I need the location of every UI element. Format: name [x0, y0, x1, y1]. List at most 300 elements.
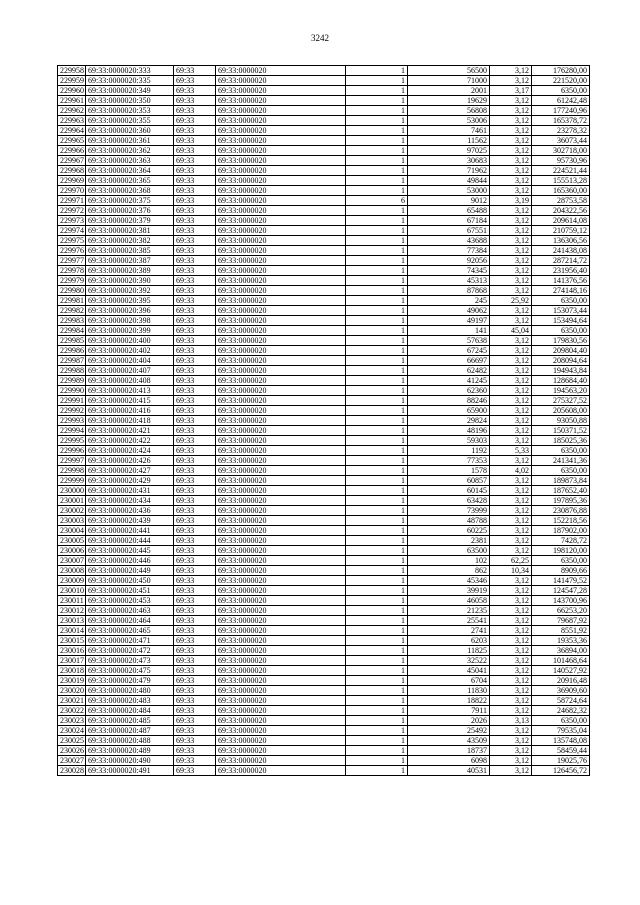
parcel-type-code-cell: 1 — [346, 476, 408, 486]
table-row — [58, 126, 590, 136]
cadastral-number-cell: 69:33:0000020:407 — [86, 366, 174, 376]
cadastral-value-cell: 241438,08 — [532, 246, 590, 256]
area-value-cell: 2026 — [408, 716, 490, 726]
parcel-type-code-cell: 1 — [346, 686, 408, 696]
area-value-cell: 97025 — [408, 146, 490, 156]
record-id-cell: 229987 — [58, 356, 86, 366]
record-id-cell: 230006 — [58, 546, 86, 556]
table-row — [58, 716, 590, 726]
cadastral-number-cell: 69:33:0000020:422 — [86, 436, 174, 446]
record-id-cell: 230009 — [58, 576, 86, 586]
table-row — [58, 416, 590, 426]
area-value-cell: 1578 — [408, 466, 490, 476]
record-id-cell: 230023 — [58, 716, 86, 726]
parcel-type-code-cell: 1 — [346, 456, 408, 466]
table-row — [58, 476, 590, 486]
area-value-cell: 77353 — [408, 456, 490, 466]
district-code-cell: 69:33 — [174, 706, 216, 716]
area-value-cell: 141 — [408, 326, 490, 336]
rate-value-cell: 5,33 — [490, 446, 532, 456]
record-id-cell: 230019 — [58, 676, 86, 686]
area-value-cell: 57638 — [408, 336, 490, 346]
record-id-cell: 229974 — [58, 226, 86, 236]
parcel-type-code-cell: 1 — [346, 376, 408, 386]
rate-value-cell: 3,12 — [490, 316, 532, 326]
table-row — [58, 636, 590, 646]
rate-value-cell: 3,12 — [490, 726, 532, 736]
rate-value-cell: 3,12 — [490, 496, 532, 506]
rate-value-cell: 3,17 — [490, 86, 532, 96]
rate-value-cell: 3,12 — [490, 226, 532, 236]
cadastral-value-cell: 204322,56 — [532, 206, 590, 216]
parcel-type-code-cell: 6 — [346, 196, 408, 206]
table-row — [58, 116, 590, 126]
table-row — [58, 236, 590, 246]
cadastral-number-cell: 69:33:0000020:488 — [86, 736, 174, 746]
district-code-cell: 69:33 — [174, 676, 216, 686]
table-row — [58, 156, 590, 166]
cadastral-number-cell: 69:33:0000020:375 — [86, 196, 174, 206]
record-id-cell: 229977 — [58, 256, 86, 266]
cadastral-block-cell: 69:33:0000020 — [216, 556, 346, 566]
district-code-cell: 69:33 — [174, 286, 216, 296]
area-value-cell: 88246 — [408, 396, 490, 406]
cadastral-number-cell: 69:33:0000020:424 — [86, 446, 174, 456]
table-row — [58, 386, 590, 396]
cadastral-value-cell: 179830,56 — [532, 336, 590, 346]
district-code-cell: 69:33 — [174, 406, 216, 416]
cadastral-value-cell: 241341,36 — [532, 456, 590, 466]
cadastral-value-cell: 194943,84 — [532, 366, 590, 376]
cadastral-value-cell: 140527,92 — [532, 666, 590, 676]
cadastral-number-cell: 69:33:0000020:390 — [86, 276, 174, 286]
record-id-cell: 230024 — [58, 726, 86, 736]
cadastral-value-cell: 187652,40 — [532, 486, 590, 496]
rate-value-cell: 3,12 — [490, 426, 532, 436]
cadastral-value-cell: 6350,00 — [532, 296, 590, 306]
cadastral-block-cell: 69:33:0000020 — [216, 426, 346, 436]
rate-value-cell: 62,25 — [490, 556, 532, 566]
cadastral-number-cell: 69:33:0000020:382 — [86, 236, 174, 246]
record-id-cell: 230013 — [58, 616, 86, 626]
area-value-cell: 60225 — [408, 526, 490, 536]
cadastral-value-cell: 197895,36 — [532, 496, 590, 506]
cadastral-number-cell: 69:33:0000020:355 — [86, 116, 174, 126]
cadastral-value-cell: 177240,96 — [532, 106, 590, 116]
table-row — [58, 166, 590, 176]
rate-value-cell: 3,12 — [490, 336, 532, 346]
cadastral-value-cell: 6350,00 — [532, 466, 590, 476]
record-id-cell: 230011 — [58, 596, 86, 606]
rate-value-cell: 3,12 — [490, 586, 532, 596]
parcel-type-code-cell: 1 — [346, 286, 408, 296]
parcel-type-code-cell: 1 — [346, 326, 408, 336]
area-value-cell: 49844 — [408, 176, 490, 186]
district-code-cell: 69:33 — [174, 266, 216, 276]
table-row — [58, 596, 590, 606]
table-row — [58, 366, 590, 376]
area-value-cell: 53000 — [408, 186, 490, 196]
record-id-cell: 229994 — [58, 426, 86, 436]
area-value-cell: 1192 — [408, 446, 490, 456]
table-row — [58, 626, 590, 636]
record-id-cell: 230021 — [58, 696, 86, 706]
cadastral-block-cell: 69:33:0000020 — [216, 326, 346, 336]
cadastral-value-cell: 187902,00 — [532, 526, 590, 536]
district-code-cell: 69:33 — [174, 456, 216, 466]
cadastral-block-cell: 69:33:0000020 — [216, 306, 346, 316]
cadastral-number-cell: 69:33:0000020:360 — [86, 126, 174, 136]
cadastral-number-cell: 69:33:0000020:465 — [86, 626, 174, 636]
district-code-cell: 69:33 — [174, 546, 216, 556]
record-id-cell: 230012 — [58, 606, 86, 616]
land-registry-table — [57, 65, 590, 776]
cadastral-block-cell: 69:33:0000020 — [216, 486, 346, 496]
district-code-cell: 69:33 — [174, 766, 216, 776]
cadastral-number-cell: 69:33:0000020:479 — [86, 676, 174, 686]
district-code-cell: 69:33 — [174, 256, 216, 266]
cadastral-value-cell: 135748,08 — [532, 736, 590, 746]
record-id-cell: 229980 — [58, 286, 86, 296]
parcel-type-code-cell: 1 — [346, 436, 408, 446]
rate-value-cell: 3,12 — [490, 656, 532, 666]
rate-value-cell: 3,12 — [490, 366, 532, 376]
record-id-cell: 229970 — [58, 186, 86, 196]
record-id-cell: 229968 — [58, 166, 86, 176]
district-code-cell: 69:33 — [174, 276, 216, 286]
area-value-cell: 71000 — [408, 76, 490, 86]
parcel-type-code-cell: 1 — [346, 386, 408, 396]
cadastral-value-cell: 205608,00 — [532, 406, 590, 416]
cadastral-block-cell: 69:33:0000020 — [216, 436, 346, 446]
parcel-type-code-cell: 1 — [346, 676, 408, 686]
area-value-cell: 45041 — [408, 666, 490, 676]
district-code-cell: 69:33 — [174, 416, 216, 426]
cadastral-block-cell: 69:33:0000020 — [216, 336, 346, 346]
cadastral-number-cell: 69:33:0000020:475 — [86, 666, 174, 676]
area-value-cell: 102 — [408, 556, 490, 566]
cadastral-block-cell: 69:33:0000020 — [216, 586, 346, 596]
table-row — [58, 466, 590, 476]
record-id-cell: 230005 — [58, 536, 86, 546]
cadastral-number-cell: 69:33:0000020:429 — [86, 476, 174, 486]
cadastral-block-cell: 69:33:0000020 — [216, 656, 346, 666]
rate-value-cell: 3,12 — [490, 706, 532, 716]
table-row — [58, 76, 590, 86]
cadastral-value-cell: 6350,00 — [532, 326, 590, 336]
cadastral-value-cell: 136306,56 — [532, 236, 590, 246]
table-row — [58, 646, 590, 656]
rate-value-cell: 3,12 — [490, 526, 532, 536]
record-id-cell: 230010 — [58, 586, 86, 596]
parcel-type-code-cell: 1 — [346, 136, 408, 146]
cadastral-block-cell: 69:33:0000020 — [216, 546, 346, 556]
rate-value-cell: 3,12 — [490, 476, 532, 486]
table-row — [58, 346, 590, 356]
parcel-type-code-cell: 1 — [346, 246, 408, 256]
district-code-cell: 69:33 — [174, 356, 216, 366]
district-code-cell: 69:33 — [174, 436, 216, 446]
cadastral-number-cell: 69:33:0000020:489 — [86, 746, 174, 756]
rate-value-cell: 3,12 — [490, 176, 532, 186]
cadastral-value-cell: 6350,00 — [532, 716, 590, 726]
cadastral-value-cell: 7428,72 — [532, 536, 590, 546]
rate-value-cell: 3,12 — [490, 576, 532, 586]
rate-value-cell: 3,12 — [490, 436, 532, 446]
record-id-cell: 230016 — [58, 646, 86, 656]
table-row — [58, 546, 590, 556]
district-code-cell: 69:33 — [174, 316, 216, 326]
table-row — [58, 316, 590, 326]
table-row — [58, 516, 590, 526]
rate-value-cell: 3,13 — [490, 716, 532, 726]
cadastral-block-cell: 69:33:0000020 — [216, 156, 346, 166]
district-code-cell: 69:33 — [174, 526, 216, 536]
district-code-cell: 69:33 — [174, 506, 216, 516]
table-row — [58, 536, 590, 546]
cadastral-block-cell: 69:33:0000020 — [216, 286, 346, 296]
cadastral-block-cell: 69:33:0000020 — [216, 186, 346, 196]
table-row — [58, 576, 590, 586]
record-id-cell: 229969 — [58, 176, 86, 186]
rate-value-cell: 3,12 — [490, 606, 532, 616]
table-row — [58, 666, 590, 676]
cadastral-block-cell: 69:33:0000020 — [216, 166, 346, 176]
cadastral-value-cell: 36894,00 — [532, 646, 590, 656]
table-row — [58, 86, 590, 96]
table-row — [58, 186, 590, 196]
area-value-cell: 862 — [408, 566, 490, 576]
parcel-type-code-cell: 1 — [346, 366, 408, 376]
cadastral-block-cell: 69:33:0000020 — [216, 616, 346, 626]
parcel-type-code-cell: 1 — [346, 556, 408, 566]
page-number: 3242 — [311, 33, 329, 43]
parcel-type-code-cell: 1 — [346, 396, 408, 406]
rate-value-cell: 3,12 — [490, 166, 532, 176]
district-code-cell: 69:33 — [174, 66, 216, 76]
record-id-cell: 230007 — [58, 556, 86, 566]
record-id-cell: 229963 — [58, 116, 86, 126]
record-id-cell: 229962 — [58, 106, 86, 116]
parcel-type-code-cell: 1 — [346, 166, 408, 176]
district-code-cell: 69:33 — [174, 646, 216, 656]
record-id-cell: 229958 — [58, 66, 86, 76]
district-code-cell: 69:33 — [174, 176, 216, 186]
area-value-cell: 73999 — [408, 506, 490, 516]
parcel-type-code-cell: 1 — [346, 226, 408, 236]
district-code-cell: 69:33 — [174, 236, 216, 246]
area-value-cell: 2381 — [408, 536, 490, 546]
rate-value-cell: 3,12 — [490, 386, 532, 396]
cadastral-block-cell: 69:33:0000020 — [216, 266, 346, 276]
table-row — [58, 66, 590, 76]
area-value-cell: 2741 — [408, 626, 490, 636]
district-code-cell: 69:33 — [174, 246, 216, 256]
district-code-cell: 69:33 — [174, 146, 216, 156]
area-value-cell: 45313 — [408, 276, 490, 286]
area-value-cell: 46058 — [408, 596, 490, 606]
area-value-cell: 7461 — [408, 126, 490, 136]
cadastral-number-cell: 69:33:0000020:385 — [86, 246, 174, 256]
cadastral-block-cell: 69:33:0000020 — [216, 346, 346, 356]
cadastral-number-cell: 69:33:0000020:392 — [86, 286, 174, 296]
area-value-cell: 71962 — [408, 166, 490, 176]
record-id-cell: 229986 — [58, 346, 86, 356]
cadastral-block-cell: 69:33:0000020 — [216, 516, 346, 526]
cadastral-number-cell: 69:33:0000020:487 — [86, 726, 174, 736]
area-value-cell: 25492 — [408, 726, 490, 736]
record-id-cell: 229966 — [58, 146, 86, 156]
parcel-type-code-cell: 1 — [346, 736, 408, 746]
rate-value-cell: 4,02 — [490, 466, 532, 476]
table-row — [58, 446, 590, 456]
cadastral-value-cell: 302718,00 — [532, 146, 590, 156]
cadastral-block-cell: 69:33:0000020 — [216, 86, 346, 96]
rate-value-cell: 3,12 — [490, 636, 532, 646]
parcel-type-code-cell: 1 — [346, 296, 408, 306]
cadastral-value-cell: 231956,40 — [532, 266, 590, 276]
parcel-type-code-cell: 1 — [346, 216, 408, 226]
cadastral-block-cell: 69:33:0000020 — [216, 206, 346, 216]
rate-value-cell: 3,12 — [490, 396, 532, 406]
record-id-cell: 229964 — [58, 126, 86, 136]
cadastral-value-cell: 141479,52 — [532, 576, 590, 586]
cadastral-block-cell: 69:33:0000020 — [216, 506, 346, 516]
cadastral-value-cell: 79687,92 — [532, 616, 590, 626]
parcel-type-code-cell: 1 — [346, 586, 408, 596]
record-id-cell: 230000 — [58, 486, 86, 496]
parcel-type-code-cell: 1 — [346, 276, 408, 286]
rate-value-cell: 3,12 — [490, 156, 532, 166]
table-row — [58, 216, 590, 226]
district-code-cell: 69:33 — [174, 96, 216, 106]
rate-value-cell: 3,12 — [490, 506, 532, 516]
district-code-cell: 69:33 — [174, 76, 216, 86]
cadastral-number-cell: 69:33:0000020:434 — [86, 496, 174, 506]
area-value-cell: 65488 — [408, 206, 490, 216]
cadastral-number-cell: 69:33:0000020:402 — [86, 346, 174, 356]
cadastral-block-cell: 69:33:0000020 — [216, 126, 346, 136]
record-id-cell: 230017 — [58, 656, 86, 666]
area-value-cell: 18737 — [408, 746, 490, 756]
area-value-cell: 67184 — [408, 216, 490, 226]
cadastral-block-cell: 69:33:0000020 — [216, 396, 346, 406]
rate-value-cell: 3,12 — [490, 646, 532, 656]
cadastral-block-cell: 69:33:0000020 — [216, 726, 346, 736]
cadastral-number-cell: 69:33:0000020:491 — [86, 766, 174, 776]
record-id-cell: 229993 — [58, 416, 86, 426]
cadastral-value-cell: 6350,00 — [532, 86, 590, 96]
area-value-cell: 18822 — [408, 696, 490, 706]
rate-value-cell: 3,12 — [490, 106, 532, 116]
parcel-type-code-cell: 1 — [346, 76, 408, 86]
cadastral-number-cell: 69:33:0000020:490 — [86, 756, 174, 766]
record-id-cell: 230028 — [58, 766, 86, 776]
cadastral-number-cell: 69:33:0000020:427 — [86, 466, 174, 476]
cadastral-block-cell: 69:33:0000020 — [216, 736, 346, 746]
record-id-cell: 230018 — [58, 666, 86, 676]
rate-value-cell: 3,12 — [490, 216, 532, 226]
parcel-type-code-cell: 1 — [346, 316, 408, 326]
area-value-cell: 21235 — [408, 606, 490, 616]
rate-value-cell: 3,12 — [490, 746, 532, 756]
cadastral-value-cell: 230876,88 — [532, 506, 590, 516]
cadastral-value-cell: 224521,44 — [532, 166, 590, 176]
cadastral-value-cell: 208094,64 — [532, 356, 590, 366]
rate-value-cell: 3,12 — [490, 696, 532, 706]
parcel-type-code-cell: 1 — [346, 756, 408, 766]
record-id-cell: 230020 — [58, 686, 86, 696]
area-value-cell: 65900 — [408, 406, 490, 416]
cadastral-number-cell: 69:33:0000020:439 — [86, 516, 174, 526]
area-value-cell: 48788 — [408, 516, 490, 526]
table-row — [58, 396, 590, 406]
table-row — [58, 496, 590, 506]
cadastral-block-cell: 69:33:0000020 — [216, 146, 346, 156]
cadastral-number-cell: 69:33:0000020:398 — [86, 316, 174, 326]
cadastral-number-cell: 69:33:0000020:368 — [86, 186, 174, 196]
cadastral-block-cell: 69:33:0000020 — [216, 606, 346, 616]
parcel-type-code-cell: 1 — [346, 86, 408, 96]
district-code-cell: 69:33 — [174, 606, 216, 616]
parcel-type-code-cell: 1 — [346, 146, 408, 156]
record-id-cell: 229971 — [58, 196, 86, 206]
district-code-cell: 69:33 — [174, 336, 216, 346]
rate-value-cell: 3,12 — [490, 246, 532, 256]
table-row — [58, 526, 590, 536]
area-value-cell: 67551 — [408, 226, 490, 236]
table-row — [58, 266, 590, 276]
cadastral-block-cell: 69:33:0000020 — [216, 526, 346, 536]
parcel-type-code-cell: 1 — [346, 266, 408, 276]
cadastral-block-cell: 69:33:0000020 — [216, 406, 346, 416]
table-row — [58, 656, 590, 666]
area-value-cell: 92056 — [408, 256, 490, 266]
parcel-type-code-cell: 1 — [346, 126, 408, 136]
area-value-cell: 40531 — [408, 766, 490, 776]
cadastral-number-cell: 69:33:0000020:471 — [86, 636, 174, 646]
area-value-cell: 6704 — [408, 676, 490, 686]
cadastral-block-cell: 69:33:0000020 — [216, 176, 346, 186]
table-row — [58, 746, 590, 756]
cadastral-number-cell: 69:33:0000020:484 — [86, 706, 174, 716]
rate-value-cell: 3,12 — [490, 206, 532, 216]
parcel-type-code-cell: 1 — [346, 526, 408, 536]
area-value-cell: 56500 — [408, 66, 490, 76]
cadastral-number-cell: 69:33:0000020:389 — [86, 266, 174, 276]
rate-value-cell: 3,12 — [490, 126, 532, 136]
district-code-cell: 69:33 — [174, 166, 216, 176]
cadastral-value-cell: 150371,52 — [532, 426, 590, 436]
parcel-type-code-cell: 1 — [346, 606, 408, 616]
cadastral-number-cell: 69:33:0000020:463 — [86, 606, 174, 616]
district-code-cell: 69:33 — [174, 516, 216, 526]
area-value-cell: 6203 — [408, 636, 490, 646]
cadastral-value-cell: 274148,16 — [532, 286, 590, 296]
area-value-cell: 48196 — [408, 426, 490, 436]
parcel-type-code-cell: 1 — [346, 96, 408, 106]
area-value-cell: 53006 — [408, 116, 490, 126]
cadastral-number-cell: 69:33:0000020:381 — [86, 226, 174, 236]
cadastral-number-cell: 69:33:0000020:379 — [86, 216, 174, 226]
cadastral-number-cell: 69:33:0000020:408 — [86, 376, 174, 386]
cadastral-block-cell: 69:33:0000020 — [216, 296, 346, 306]
cadastral-number-cell: 69:33:0000020:441 — [86, 526, 174, 536]
record-id-cell: 229988 — [58, 366, 86, 376]
rate-value-cell: 3,12 — [490, 416, 532, 426]
record-id-cell: 229991 — [58, 396, 86, 406]
area-value-cell: 30683 — [408, 156, 490, 166]
